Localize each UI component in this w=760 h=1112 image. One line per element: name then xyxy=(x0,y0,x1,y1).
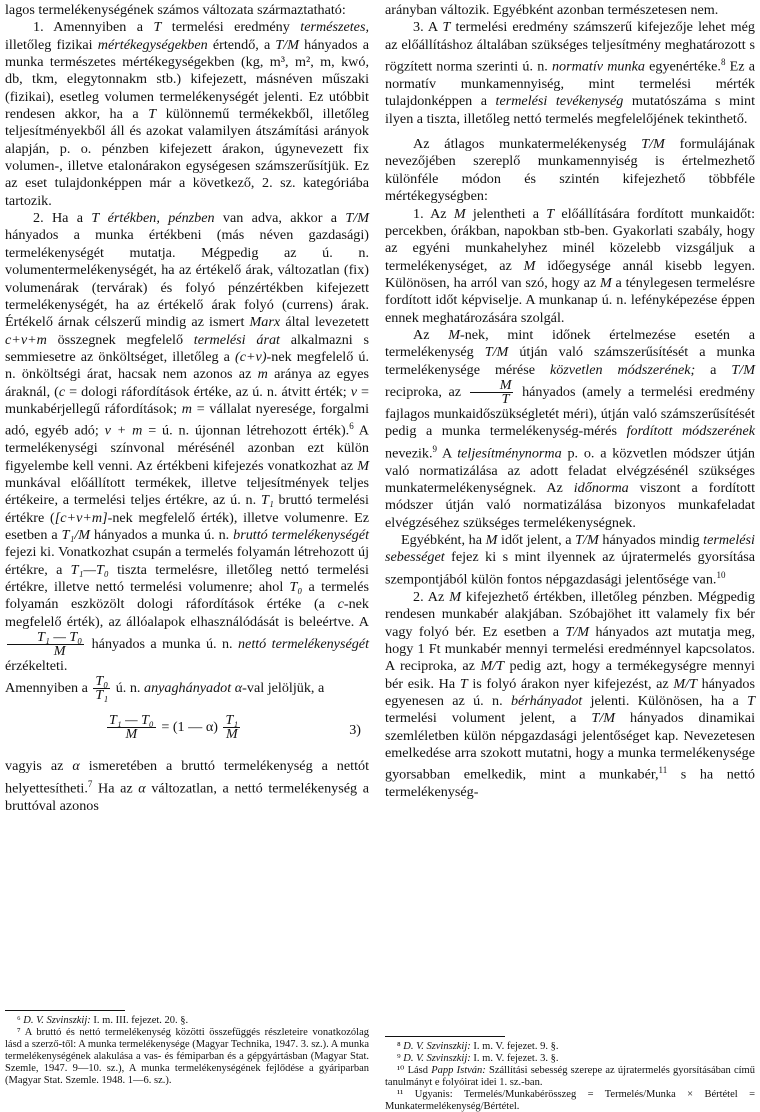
footnote-divider xyxy=(385,1036,505,1037)
footnote-7: ⁷ A bruttó és nettó termelékenység közötti összefüggés részleteire vonatkozólag lásd a szerző-től: A munka termelékenysége (Magyar Technika, 1947. 3. sz.). A munka termelékenységének alakulása a vas- és fémiparban és a gépgyártásban (Magyar Stat. Szemle, 1947. 9—10. sz.), A munka termelékenységének fejlődése a gyáriparban (Magyar Stat. Szemle. 1948. 1—6. sz.). xyxy=(5,1026,369,1086)
footnote-ref-7[interactable]: 7 xyxy=(87,778,93,789)
right-footnotes xyxy=(385,1041,755,1112)
right-column-text xyxy=(385,2,755,802)
footnote-ref-9[interactable]: 9 xyxy=(432,443,438,454)
right-column xyxy=(385,0,756,1112)
paragraph-3: Amennyiben a $\frac{\text{T₀}}{\text{T₁}}$ ú. n. anyaghányadot α-val jelöljük, a xyxy=(5,673,325,704)
footnote-ref-11[interactable]: 11 xyxy=(658,765,668,776)
equation-number: 3) xyxy=(349,722,361,739)
paragraph-r2: 3. A T termelési eredmény számszerű kifejezője lehet még az előállításhoz általában szükséges teljesítmény meghatározott s rögzített norma szerinti ú. n. normatív munka egyenértéke.$^8$ Ez a normatív munkamennyiség, mint termelési mérték tulajdonképpen a termelési tevékenység mutatószáma s mint ilyen a tiszta, illetőleg nettó termelés megfelelőjének tekinthető. xyxy=(385,19,756,127)
footnote-6: ⁶ D. V. Szvinszkij: I. m. III. fejezet. 20. §. xyxy=(17,1015,189,1026)
fraction-material-ratio: $\frac{\text{T₀}}{\text{T₁}}$ xyxy=(95,673,109,704)
footnote-divider xyxy=(5,1010,125,1011)
left-column-text xyxy=(5,2,369,815)
footnote-8: ⁸ D. V. Szvinszkij: I. m. V. fejezet. 9. §. xyxy=(397,1041,559,1052)
equation-rhs-fraction: $\frac{\text{T₁}}{M}$ xyxy=(225,713,239,743)
paragraph-2: 2. Ha a T értékben, pénzben van adva, akkor a T/M hányados a munka értékbeni (más néven gazdasági) termelékenységét mutatja. Mégpedig az ú. n. volumentermelékenységét, ha az értékelő árak, változatlan (fix) volumenárak (tervárak) és folyó pénzértékben kifejezett termelékenységét, ha az értékelő árak folyó (currens) árak. Értékelő árnak célszerű mindig az ismert Marx által levezetett c+v+m összegnek megfelelő termelési árat alkalmazni s semmiesetre az önköltséget, illetőleg a (c+v)-nek megfelelő ú. n. önköltségi árat, hacsak nem azonos az m aránya az egyes áraknál, (c = dologi ráfordítások értéke, az ú. n. átvitt érték; v = munkabérjellegű ráfordítások; m = vállalat nyeresége, forgalmi adó, egyéb adó; v + m = ú. n. újonnan létrehozott érték).$^6$ A termelékenységi színvonal mérésénél azonban ezt külön figyelembe kell venni. Az értékbeni kifejezés vonatkozhat az M munkával előállított termékek, illetve teljesítmények teljes értékeire, a termelési teljes értékre, az ú. n. T₁ bruttó termelési értékre ([c+v+m]-nek megfelelő érték), illetve volumenre. Ez esetben a T₁/M hányados a munka ú. n. bruttó termelékenységét fejezi ki. Vonatkozhat csupán a termelés folyamán létrehozott új értékre, a T₁—T₀ tiszta termelésre, illetőleg nettó termelési értékre, illetve nettó termelési volumenre; ahol T₀ a termelés folyamán eszközölt dologi ráfordítások értéke (a c-nek megfelelő érték), az állóalapok elhasználódását is beleértve. A $\frac{\text{T₁ — T₀}}{M}$ hányados a munka ú. n. nettó termelékenységét érzékelteti. xyxy=(5,210,370,675)
paragraph-r3: Az átlagos munkatermelékenység T/M formulájának nevezőjében szereplő munkamennyiség is értelmezhető különféle módon és szintén kifejezhető többféle mértékegységben: xyxy=(385,136,755,205)
paragraph-1: 1. Amennyiben a T termelési eredmény természetes, illetőleg fizikai mértékegységekben értendő, a T/M hányados a munka természetes mértékegységekben (kg, m³, m², m, kwó, db, tkm, elegytonnakm stb.) kifejezett, másnéven műszaki (fizikai), esetleg volumen termelékenységét jelenti. Ez utóbbit rendesen akkor, ha a T különnemű termékekből, illetőleg teljesítményekből áll és azokat valamilyen átszámítási arányok alapján, p. o. pénzben kifejezett árakon, úgynevezett fix volumen-, illetve etalonárakon egységesen számszerűsítjük. Ez az eset tulajdonképpen már a következő, 2. sz. kategóriába tartozik. xyxy=(5,19,370,209)
left-column xyxy=(5,0,369,1111)
paragraph-4: vagyis az α ismeretében a bruttó termelékenység a nettót helyettesítheti.$^7$ Ha az α változatlan, a nettó termelékenység a bruttóval azonos xyxy=(5,758,370,814)
equation-expression: $\frac{\text{T₁ — T₀}}{M}$ = (1 — α) $\frac{\text{T₁}}{M}$ xyxy=(109,713,239,743)
fraction-inverse: $\frac{M}{T}$ xyxy=(470,379,514,406)
fraction-net-output: $\frac{\text{T₁ — T₀}}{M}$ xyxy=(7,631,84,658)
paragraph-r1: arányban változik. Egyébként azonban természetesen nem. xyxy=(385,2,719,18)
equation-3 xyxy=(5,708,369,754)
paragraph-r7: 2. Az M kifejezhető értékben, illetőleg pénzben. Mégpedig rendesen munkabér alakjában. Szóbajöhet itt valamely fix bér vagy folyó bér. Ez esetben a T/M hányados azt mutatja meg, hogy 1 Ft munkabér mennyi termelési eredménnyel kapcsolatos. A reciproka, az M/T pedig azt, hogy a termékegységre mennyi bér esik. Ha T is folyó árakon nyer kifejezést, az M/T hányados egyenesen az ú. n. bérhányadot jelenti. Különösen, ha a T termelési volument jelent, a T/M hányados dinamikai szemléletben külön népgazdasági jelentőséget kap. Nevezetesen emelkedése arra szokott mutatni, hogy a munka termelékenysége gyorsabban emelkedik, mint a munkabér,$^{11}$ s ha nettó termelékenység- xyxy=(385,588,756,801)
footnote-ref-10[interactable]: 10 xyxy=(716,569,726,580)
footnote-10: ¹⁰ Lásd Papp István: Szállítási sebesség szerepe az újratermelés gyorsításában című tanulmányt e folyóirat idei 1. sz.-ban. xyxy=(385,1064,755,1088)
paragraph-r6: Egyébként, ha M időt jelent, a T/M hányados mindig termelési sebességet fejez ki s mint ilyennek az újratermelés gyorsítása szempontjából külön fontos népgazdasági jelentősége van.$^{10}$ xyxy=(385,532,755,588)
paragraph-r5: Az M-nek, mint időnek értelmezése esetén a termelékenység T/M útján való számszerűsítését a munka termelékenysége mérése közvetlen módszerének; a T/M reciproka, az $\frac{M}{T}$ hányados (amely a termelési eredmény fajlagos munkaidőszükségletét méri), útján való számszerűsítését pedig a munka termelékenység-mérés fordított módszerének nevezik.$^9$ A teljesítménynorma p. o. a közvetlen módszer útján való normatizálása az adott feladat elvégzésénél szükséges munkatermelékenységnek. Az időnorma viszont a fordított módszer útján való normatizálása bizonyos munkafeladat elvégzéséhez szükséges termelékenységnek. xyxy=(385,326,756,531)
footnote-11: ¹¹ Ugyanis: Termelés/Munkabérösszeg = Termelés/Munka × Bértétel = Munkatermelékenység/Bértétel. xyxy=(385,1088,755,1112)
equation-lhs-fraction: $\frac{\text{T₁ — T₀}}{M}$ xyxy=(109,713,154,743)
footnote-ref-6[interactable]: 6 xyxy=(349,421,354,432)
footnote-9: ⁹ D. V. Szvinszkij: I. m. V. fejezet. 3. §. xyxy=(397,1052,559,1064)
paragraph-intro: lagos termelékenységének számos változata származtatható: xyxy=(5,2,346,18)
left-footnotes xyxy=(5,1015,369,1086)
paragraph-r4: 1. Az M jelentheti a T előállítására fordított munkaidőt: percekben, órákban, napokban stb-ben. Gyakorlati szabály, hogy az egyéni munkahelyhez minél közelebb vizsgáljuk a termelékenységet, az M időegysége annál kisebb legyen. Különösen, ha arról van szó, hogy az M a ténylegesen termelésre fordított időt képviselje. A munkanap ú. n. lefényképezése éppen ennek meghatározására szolgál. xyxy=(385,205,756,326)
footnote-ref-8[interactable]: 8 xyxy=(720,57,726,68)
